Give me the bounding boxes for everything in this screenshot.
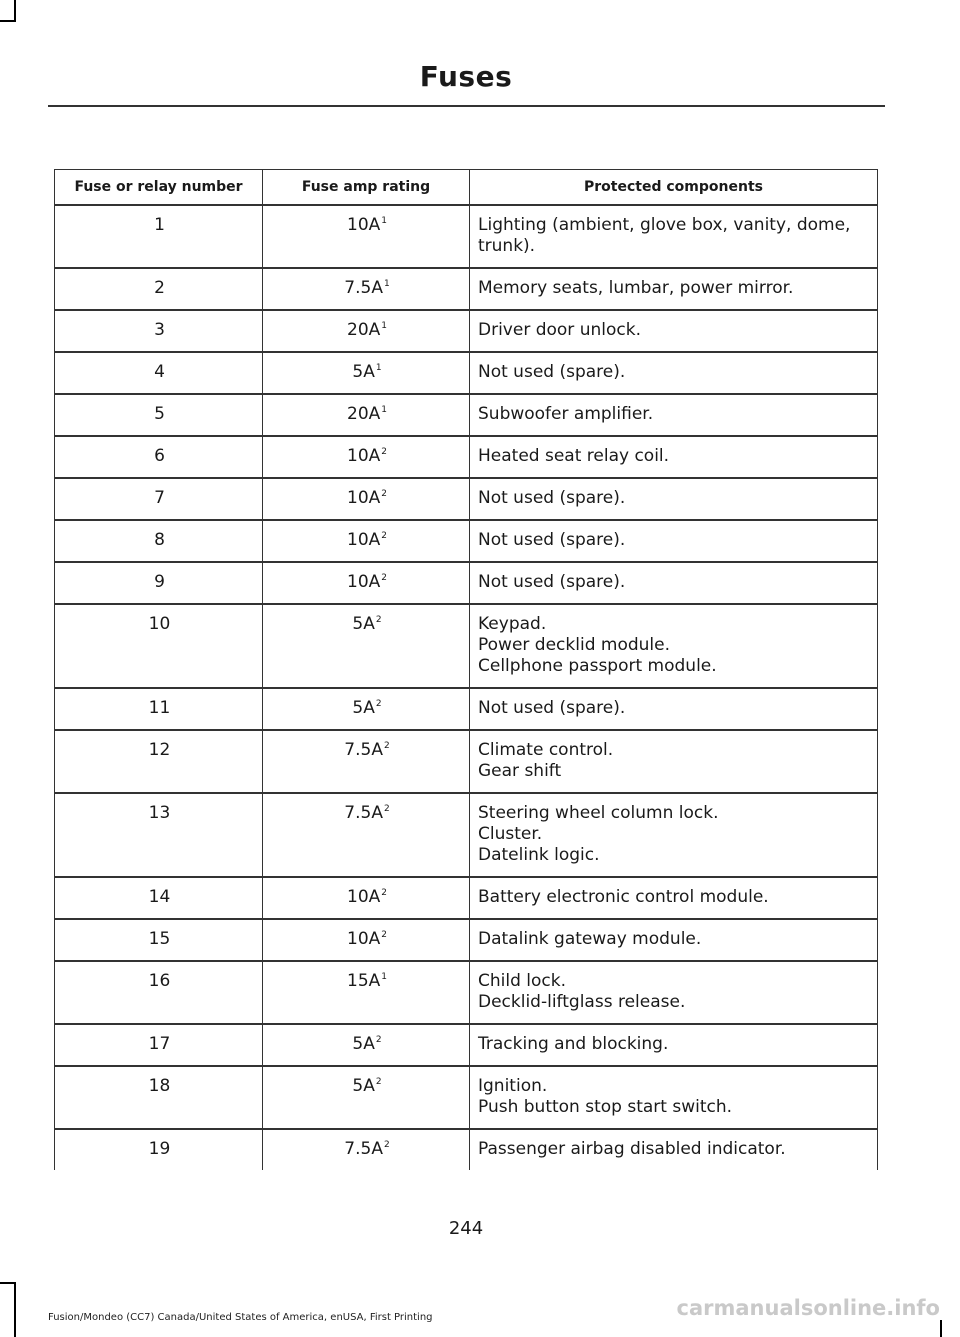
amp-rating: 20A — [347, 320, 381, 340]
component-line: Gear shift — [478, 761, 562, 781]
crop-mark-top-left-v — [14, 0, 16, 20]
amp-rating-cell — [263, 1024, 470, 1066]
fuse-number: 8 — [55, 520, 263, 562]
watermark: carmanualsonline.info — [676, 1296, 940, 1320]
amp-rating: 10A — [347, 530, 381, 550]
component-line: Subwoofer amplifier. — [478, 404, 654, 424]
table-row — [55, 919, 878, 961]
table-row — [55, 310, 878, 352]
amp-rating-cell — [263, 478, 470, 520]
component-line: Ignition. — [478, 1076, 548, 1096]
component-line: Power decklid module. — [478, 635, 670, 655]
table-row — [55, 1024, 878, 1066]
amp-rating: 10A — [347, 572, 381, 592]
fuse-number: 1 — [55, 205, 263, 268]
amp-rating: 10A — [347, 488, 381, 508]
protected-components — [470, 394, 878, 436]
component-line: Passenger airbag disabled indicator. — [478, 1139, 786, 1159]
component-line: Cellphone passport module. — [478, 656, 717, 676]
footnote-marker: 2 — [375, 1077, 382, 1087]
component-line: Lighting (ambient, glove box, vanity, dome, trunk). — [478, 215, 851, 256]
fuse-number: 18 — [55, 1066, 263, 1129]
protected-components — [470, 436, 878, 478]
footnote-marker: 2 — [381, 531, 387, 541]
component-line: Driver door unlock. — [478, 320, 641, 340]
protected-components — [470, 877, 878, 919]
amp-rating: 7.5A — [344, 740, 383, 760]
edition-footer: Fusion/Mondeo (CC7) Canada/United States of America, enUSA, First Printing — [48, 1312, 433, 1323]
protected-components — [470, 1129, 878, 1170]
protected-components — [470, 961, 878, 1024]
footnote-marker: 2 — [381, 930, 387, 940]
component-line: Not used (spare). — [478, 572, 626, 592]
amp-rating-cell — [263, 1066, 470, 1129]
table-row — [55, 877, 878, 919]
component-line: Not used (spare). — [478, 488, 626, 508]
component-line: Cluster. — [478, 824, 543, 844]
protected-components — [470, 919, 878, 961]
amp-rating-cell — [263, 205, 470, 268]
footnote-marker: 2 — [375, 1035, 382, 1045]
table-row — [55, 478, 878, 520]
fuse-number: 2 — [55, 268, 263, 310]
table-row — [55, 436, 878, 478]
table-row — [55, 688, 878, 730]
amp-rating: 20A — [347, 404, 381, 424]
footnote-marker: 2 — [381, 573, 387, 583]
amp-rating: 15A — [347, 971, 381, 991]
table-row — [55, 394, 878, 436]
footnote-marker: 2 — [375, 699, 382, 709]
amp-rating: 10A — [347, 887, 381, 907]
footnote-marker: 2 — [381, 447, 387, 457]
protected-components — [470, 478, 878, 520]
component-line: Steering wheel column lock. — [478, 803, 719, 823]
table-row — [55, 1129, 878, 1170]
protected-components — [470, 352, 878, 394]
footnote-marker: 2 — [381, 489, 387, 499]
fuse-number: 17 — [55, 1024, 263, 1066]
fuse-table-body — [55, 205, 878, 1170]
fuse-number: 11 — [55, 688, 263, 730]
amp-rating-cell — [263, 793, 470, 877]
amp-rating-cell — [263, 1129, 470, 1170]
fuse-number: 4 — [55, 352, 263, 394]
footnote-marker: 2 — [383, 1140, 390, 1150]
amp-rating: 5A — [352, 1076, 375, 1096]
protected-components — [470, 688, 878, 730]
fuse-number: 16 — [55, 961, 263, 1024]
footnote-marker: 2 — [375, 615, 382, 625]
table-row — [55, 205, 878, 268]
amp-rating: 7.5A — [344, 803, 383, 823]
fuse-number: 13 — [55, 793, 263, 877]
amp-rating-cell — [263, 604, 470, 688]
amp-rating: 7.5A — [344, 278, 383, 298]
component-line: Not used (spare). — [478, 530, 626, 550]
component-line: Keypad. — [478, 614, 547, 634]
fuse-number: 3 — [55, 310, 263, 352]
footnote-marker: 1 — [381, 972, 387, 982]
fuse-number: 15 — [55, 919, 263, 961]
table-row — [55, 1066, 878, 1129]
protected-components — [470, 520, 878, 562]
footnote-marker: 1 — [383, 279, 390, 289]
component-line: Datalink gateway module. — [478, 929, 702, 949]
table-row — [55, 961, 878, 1024]
component-line: Push button stop start switch. — [478, 1097, 733, 1117]
component-line: Climate control. — [478, 740, 614, 760]
amp-rating: 10A — [347, 215, 381, 235]
amp-rating-cell — [263, 310, 470, 352]
footnote-marker: 2 — [383, 804, 390, 814]
protected-components — [470, 604, 878, 688]
page-number: 244 — [448, 1218, 484, 1239]
protected-components — [470, 310, 878, 352]
table-row — [55, 352, 878, 394]
protected-components — [470, 562, 878, 604]
protected-components — [470, 268, 878, 310]
component-line: Datelink logic. — [478, 845, 600, 865]
fuse-number: 6 — [55, 436, 263, 478]
amp-rating-cell — [263, 688, 470, 730]
amp-rating: 5A — [352, 698, 375, 718]
amp-rating-cell — [263, 268, 470, 310]
column-header-amp-rating: Fuse amp rating — [263, 170, 470, 206]
fuse-number: 19 — [55, 1129, 263, 1170]
component-line: Decklid-liftglass release. — [478, 992, 686, 1012]
component-line: Heated seat relay coil. — [478, 446, 670, 466]
column-header-fuse-number: Fuse or relay number — [55, 170, 263, 206]
fuse-number: 12 — [55, 730, 263, 793]
footnote-marker: 1 — [375, 363, 382, 373]
amp-rating: 10A — [347, 446, 381, 466]
amp-rating-cell — [263, 436, 470, 478]
crop-mark-bottom-left-h — [0, 1282, 16, 1284]
component-line: Memory seats, lumbar, power mirror. — [478, 278, 794, 298]
table-row — [55, 268, 878, 310]
component-line: Not used (spare). — [478, 698, 626, 718]
fuse-number: 10 — [55, 604, 263, 688]
footnote-marker: 1 — [381, 321, 387, 331]
table-row — [55, 562, 878, 604]
fuse-number: 14 — [55, 877, 263, 919]
amp-rating-cell — [263, 352, 470, 394]
protected-components — [470, 205, 878, 268]
amp-rating: 5A — [352, 1034, 375, 1054]
amp-rating: 10A — [347, 929, 381, 949]
fuse-number: 5 — [55, 394, 263, 436]
crop-mark-bottom-right-v — [940, 1320, 942, 1337]
table-row — [55, 793, 878, 877]
footnote-marker: 1 — [381, 405, 387, 415]
protected-components — [470, 1024, 878, 1066]
amp-rating: 7.5A — [344, 1139, 383, 1159]
amp-rating-cell — [263, 562, 470, 604]
table-header-row — [55, 170, 878, 206]
amp-rating-cell — [263, 730, 470, 793]
amp-rating-cell — [263, 919, 470, 961]
fuse-number: 9 — [55, 562, 263, 604]
footnote-marker: 2 — [383, 741, 390, 751]
amp-rating: 5A — [352, 614, 375, 634]
amp-rating-cell — [263, 877, 470, 919]
table-row — [55, 520, 878, 562]
crop-mark-bottom-left-v — [14, 1282, 16, 1337]
component-line: Battery electronic control module. — [478, 887, 769, 907]
column-header-protected-components: Protected components — [470, 170, 878, 206]
protected-components — [470, 730, 878, 793]
protected-components — [470, 793, 878, 877]
table-row — [55, 730, 878, 793]
component-line: Not used (spare). — [478, 362, 626, 382]
component-line: Tracking and blocking. — [478, 1034, 669, 1054]
table-row — [55, 604, 878, 688]
amp-rating: 5A — [352, 362, 375, 382]
page-title: Fuses — [419, 60, 513, 93]
title-divider — [48, 105, 885, 107]
amp-rating-cell — [263, 394, 470, 436]
fuse-table — [54, 169, 878, 1170]
amp-rating-cell — [263, 520, 470, 562]
protected-components — [470, 1066, 878, 1129]
footnote-marker: 2 — [381, 888, 387, 898]
crop-mark-top-left-h — [0, 20, 16, 22]
component-line: Child lock. — [478, 971, 567, 991]
amp-rating-cell — [263, 961, 470, 1024]
fuse-number: 7 — [55, 478, 263, 520]
footnote-marker: 1 — [381, 216, 387, 226]
